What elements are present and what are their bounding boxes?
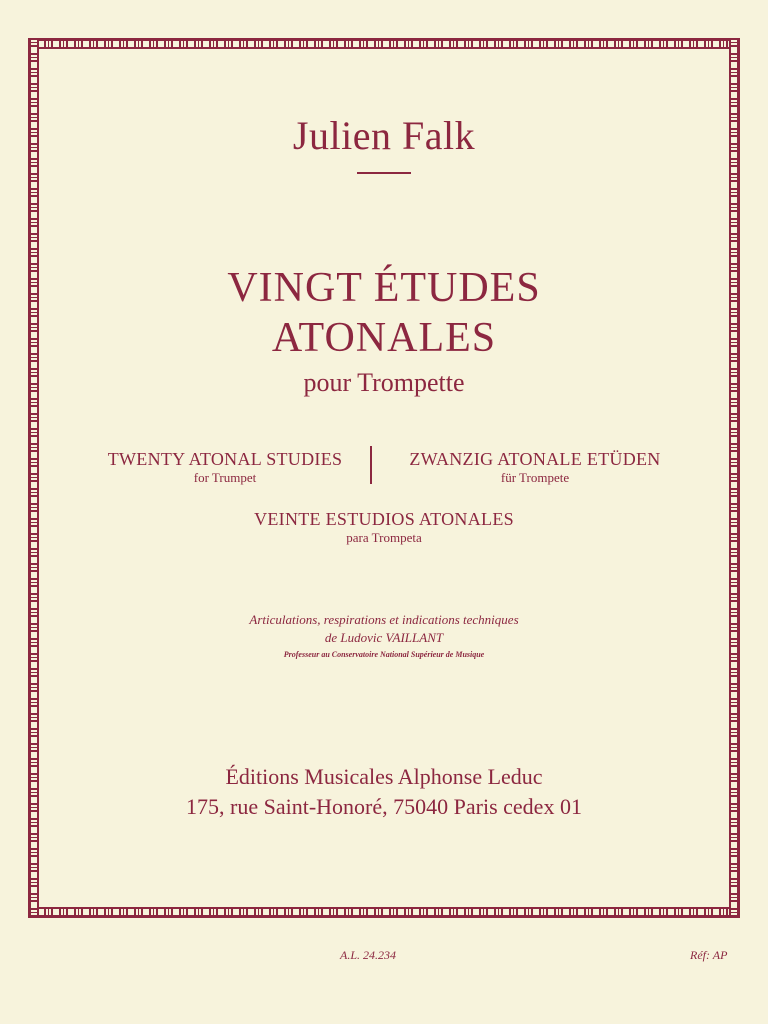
publisher-name: Éditions Musicales Alphonse Leduc — [225, 764, 543, 789]
credits-line-2: de Ludovic VAILLANT — [324, 630, 444, 645]
credits-line-3: Professeur au Conservatoire National Supérieur de Musique — [283, 650, 485, 659]
translation-spanish-sub: para Trompeta — [346, 530, 422, 545]
translation-english-title: TWENTY ATONAL STUDIES — [107, 449, 343, 469]
composer-divider — [357, 172, 411, 174]
title-line-2: ATONALES — [271, 315, 497, 361]
subtitle: pour Trompette — [303, 368, 465, 397]
translation-english — [60, 448, 390, 486]
credits-line-1: Articulations, respirations et indications techniques — [249, 612, 519, 627]
border-bottom — [29, 907, 739, 917]
border-top — [29, 39, 739, 49]
translation-spanish — [219, 508, 549, 546]
translation-english-sub: for Trumpet — [193, 470, 257, 485]
reference-code: Réf: AP — [690, 948, 728, 962]
composer-name: Julien Falk — [292, 113, 476, 158]
plate-number: A.L. 24.234 — [340, 948, 397, 962]
translation-german-sub: für Trompete — [500, 470, 570, 485]
translation-spanish-title: VEINTE ESTUDIOS ATONALES — [254, 509, 514, 529]
translation-german — [370, 448, 700, 486]
translation-german-title: ZWANZIG ATONALE ETÜDEN — [409, 449, 661, 469]
title-line-1: VINGT ÉTUDES — [227, 265, 541, 311]
publisher-address: 175, rue Saint-Honoré, 75040 Paris cedex 01 — [186, 794, 582, 819]
